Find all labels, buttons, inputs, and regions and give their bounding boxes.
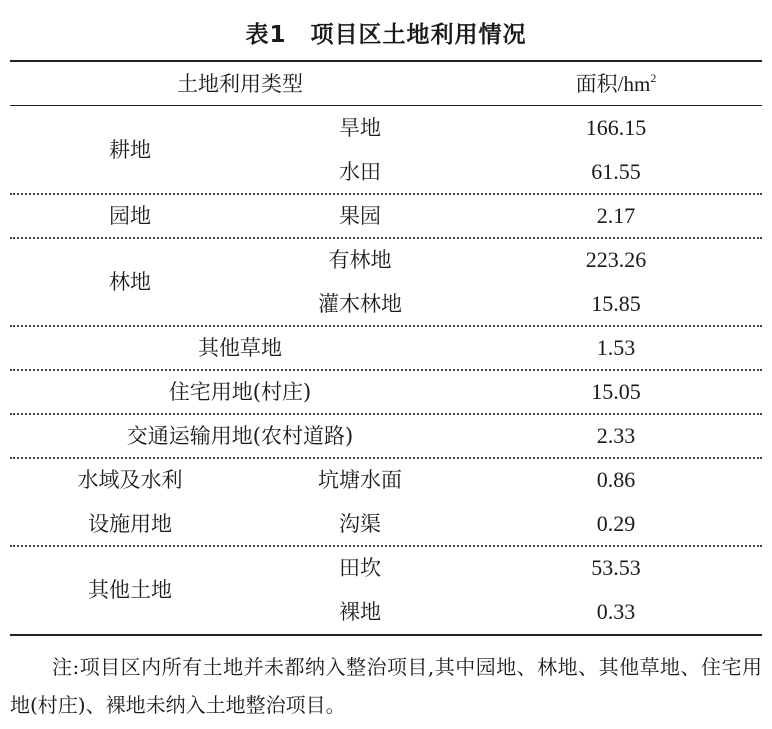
table-row-area: 1.53 <box>596 335 636 360</box>
table-row-area: 0.29 <box>596 511 636 536</box>
table-row-area: 15.85 <box>591 291 641 316</box>
table-row-sub: 坑塘水面 <box>318 468 402 492</box>
table-note: 注:项目区内所有土地并未都纳入整治项目,其中园地、林地、其他草地、住宅用地(村庄)、裸地未纳入土地整治项目。 <box>10 655 762 717</box>
category-garden: 园地 <box>109 204 151 228</box>
category-other-grassland: 其他草地 <box>198 336 282 360</box>
table-row-sub: 沟渠 <box>339 512 381 536</box>
table-row-sub: 有林地 <box>328 248 392 272</box>
table-row-area: 15.05 <box>591 379 641 404</box>
table-row-area: 2.17 <box>596 203 636 228</box>
category-transport: 交通运输用地(农村道路) <box>126 424 354 448</box>
table-row-area: 53.53 <box>591 555 641 580</box>
table-row-sub: 灌木林地 <box>318 292 402 316</box>
header-type: 土地利用类型 <box>177 72 303 96</box>
header-area: 面积$/hm^2$ <box>575 71 657 96</box>
table-row-area: 2.33 <box>596 423 636 448</box>
table-row-area: 0.86 <box>596 467 636 492</box>
table-row-area: 166.15 <box>585 115 647 140</box>
bottom-rule <box>10 634 762 636</box>
table-number: 表1 <box>245 22 287 48</box>
category-cultivated: 耕地 <box>109 138 151 162</box>
category-residential: 住宅用地(村庄) <box>168 380 312 404</box>
category-forest: 林地 <box>109 270 151 294</box>
category-other-land: 其他土地 <box>88 578 172 602</box>
table-row-area: 61.55 <box>591 159 641 184</box>
table-row-sub: 果园 <box>339 204 381 228</box>
category-water-line2: 设施用地 <box>88 512 172 536</box>
table-row-sub: 田坎 <box>339 556 381 580</box>
table-title-text: 项目区土地利用情况 <box>310 22 527 48</box>
table-row-area: 223.26 <box>585 247 647 272</box>
table-title <box>0 16 772 49</box>
table-row-sub: 水田 <box>339 160 381 184</box>
table-row-sub: 裸地 <box>339 600 381 624</box>
table-row-sub: 旱地 <box>339 116 381 140</box>
table-row-area: 0.33 <box>596 599 636 624</box>
category-water-line1: 水域及水利 <box>77 468 183 492</box>
